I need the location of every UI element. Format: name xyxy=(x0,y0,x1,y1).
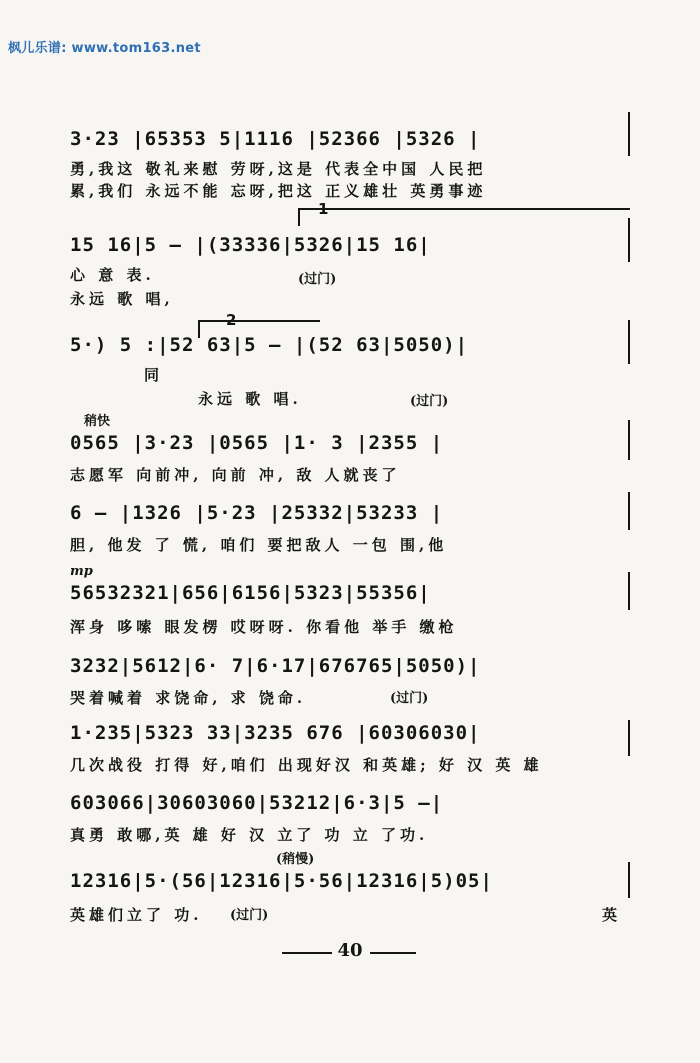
watermark: 枫儿乐谱: www.tom163.net xyxy=(8,41,201,56)
lyric-row-10-tail: 英 xyxy=(602,906,622,924)
notes-row-6: 56532321|656|6156|5323|55356| xyxy=(70,582,431,604)
barline-right-5 xyxy=(628,492,630,530)
volta-1-number: 1 xyxy=(318,200,329,218)
lyric-row-7: 哭着喊着 求饶命, 求 饶命. xyxy=(70,689,307,707)
lyric-row-1a: 勇,我这 敬礼来慰 劳呀,这是 代表全中国 人民把 xyxy=(70,160,487,178)
notes-row-1: 3·23 |65353 5|1116 |52366 |5326 | xyxy=(70,128,481,150)
notes-row-8: 1·235|5323 33|3235 676 |60306030| xyxy=(70,722,481,744)
volta-1-bracket xyxy=(298,208,630,226)
barline-right-2 xyxy=(628,218,630,262)
barline-right-6 xyxy=(628,572,630,610)
barline-right-3 xyxy=(628,320,630,364)
barline-right-4 xyxy=(628,420,630,460)
page-number-dash-right xyxy=(370,952,416,954)
lyric-row-8: 几次战役 打得 好,咱们 出现好汉 和英雄; 好 汉 英 雄 xyxy=(70,756,543,774)
notes-row-3: 5·) 5 :|52 63|5 — |(52 63|5050)| xyxy=(70,334,469,356)
lyric-row-3a: 同 xyxy=(144,366,164,384)
lyric-row-4: 志愿军 向前冲, 向前 冲, 敌 人就丧了 xyxy=(70,466,401,484)
notes-row-2: 15 16|5 — |(33336|5326|15 16| xyxy=(70,234,431,256)
page-number: 40 xyxy=(337,940,363,961)
notes-row-5: 6 — |1326 |5·23 |25332|53233 | xyxy=(70,502,444,524)
tempo-mark-slower: (稍慢) xyxy=(276,852,315,867)
lyric-row-10: 英雄们立了 功. xyxy=(70,906,203,924)
barline-right-1 xyxy=(628,112,630,156)
lyric-row-9: 真勇 敢哪,英 雄 好 汉 立了 功 立 了功. xyxy=(70,826,429,844)
volta-2-number: 2 xyxy=(226,311,237,329)
barline-right-8 xyxy=(628,862,630,898)
lyric-row-6: 浑身 哆嗦 眼发楞 哎呀呀. 你看他 举手 缴枪 xyxy=(70,618,458,636)
lyric-row-3b: 永远 歌 唱. xyxy=(198,390,302,408)
tempo-mark-faster: 稍快 xyxy=(84,414,111,429)
notes-row-7: 3232|5612|6· 7|6·17|676765|5050)| xyxy=(70,655,481,677)
lyric-row-1b: 累,我们 永远不能 忘呀,把这 正义雄壮 英勇事迹 xyxy=(70,182,487,200)
barline-right-7 xyxy=(628,720,630,756)
interlude-label-row-7: (过门) xyxy=(390,691,429,706)
lyric-row-5: 胆, 他发 了 慌, 咱们 要把敌人 一包 围,他 xyxy=(70,536,448,554)
lyric-row-2b: 永远 歌 唱, xyxy=(70,290,174,308)
interlude-label-row-10: (过门) xyxy=(230,908,269,923)
notes-row-4: 0565 |3·23 |0565 |1· 3 |2355 | xyxy=(70,432,444,454)
dynamic-mark-mp: mp xyxy=(70,564,93,579)
notes-row-9: 603066|30603060|53212|6·3|5 —| xyxy=(70,792,444,814)
notes-row-10: 12316|5·(56|12316|5·56|12316|5)05| xyxy=(70,870,493,892)
lyric-row-2a: 心 意 表. xyxy=(70,266,155,284)
interlude-label-row-2: (过门) xyxy=(298,272,337,287)
interlude-label-row-3: (过门) xyxy=(410,394,449,409)
